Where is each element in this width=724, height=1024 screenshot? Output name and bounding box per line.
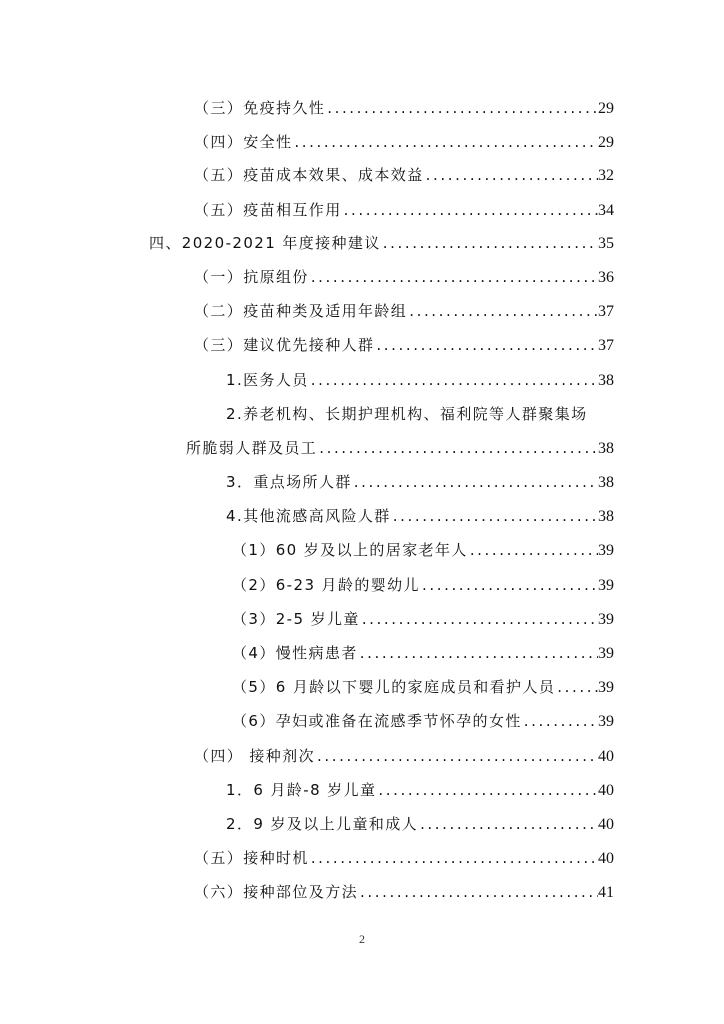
toc-entry-title: （6）孕妇或准备在流感季节怀孕的女性: [232, 712, 522, 730]
toc-leader-dots: [358, 642, 598, 664]
toc-entry[interactable]: [194, 334, 614, 356]
toc-entry-title: （5）6 月龄以下婴儿的家庭成员和看护人员: [232, 678, 556, 696]
toc-entry[interactable]: [226, 779, 614, 801]
toc-entry-page: 38: [598, 474, 614, 491]
toc-entry[interactable]: [226, 505, 614, 527]
toc-entry[interactable]: [226, 471, 614, 493]
toc-entry-page: 29: [598, 134, 614, 151]
toc-leader-dots: [315, 745, 598, 767]
toc-entry-title: （2）6-23 月龄的婴幼儿: [232, 576, 420, 594]
toc-entry-title: （4）慢性病患者: [232, 644, 358, 662]
toc-leader-dots: [391, 505, 598, 527]
toc-leader-dots: [522, 710, 598, 732]
toc-entry[interactable]: [194, 745, 614, 767]
toc-entry[interactable]: [232, 676, 614, 698]
toc-entry-title: （三）建议优先接种人群: [194, 336, 375, 354]
toc-entry-page: 40: [598, 816, 614, 833]
toc-leader-dots: [420, 574, 598, 596]
toc-entry[interactable]: [232, 642, 614, 664]
toc-entry[interactable]: [194, 164, 614, 186]
toc-entry-page: 36: [598, 269, 614, 286]
toc-leader-dots: [358, 881, 598, 903]
toc-entry-title: 3．重点场所人群: [226, 473, 352, 491]
toc-entry-title: （一）抗原组份: [194, 268, 309, 286]
toc-entry[interactable]: [194, 847, 614, 869]
toc-entry-page: 40: [598, 850, 614, 867]
toc-entry[interactable]: [232, 539, 614, 561]
toc-entry-title: （五）接种时机: [194, 849, 309, 867]
toc-leader-dots: [360, 608, 598, 630]
toc-entry-title: 2．9 岁及以上儿童和成人: [226, 815, 419, 833]
toc-entry-title: 1.医务人员: [226, 371, 309, 389]
toc-entry[interactable]: [232, 710, 614, 732]
toc-entry[interactable]: [149, 232, 614, 254]
toc-leader-dots: [309, 847, 598, 869]
toc-leader-dots: [407, 300, 598, 322]
toc-entry-title: （五）疫苗相互作用: [194, 201, 342, 219]
toc-leader-dots: [418, 813, 598, 835]
toc-entry-title: （二）疫苗种类及适用年龄组: [194, 302, 408, 320]
toc-leader-dots: [381, 232, 598, 254]
toc-entry-title: （四）安全性: [194, 133, 293, 151]
toc-entry[interactable]: [232, 574, 614, 596]
toc-leader-dots: [468, 539, 598, 561]
toc-leader-dots: [292, 131, 598, 153]
toc-entry[interactable]: [226, 369, 614, 391]
toc-entry[interactable]: [194, 131, 614, 153]
toc-entry-page: 35: [598, 235, 614, 252]
toc-entry[interactable]: [232, 608, 614, 630]
toc-entry-title: 1．6 月龄-8 岁儿童: [226, 781, 377, 799]
toc-entry-title: 四、2020-2021 年度接种建议: [149, 234, 381, 252]
toc-entry-title: （1）60 岁及以上的居家老年人: [232, 541, 468, 559]
toc-entry-page: 39: [598, 577, 614, 594]
toc-entry-page: 39: [598, 542, 614, 559]
toc-leader-dots: [342, 199, 598, 221]
toc-entry[interactable]: [194, 881, 614, 903]
toc-entry-page: 38: [598, 440, 614, 457]
toc-entry-page: 38: [598, 508, 614, 525]
toc-leader-dots: [376, 779, 598, 801]
toc-entry-title: （六）接种部位及方法: [194, 883, 359, 901]
toc-entry-page: 41: [598, 884, 614, 901]
page-number: 2: [359, 932, 365, 946]
toc-leader-dots: [317, 437, 598, 459]
toc-entry-title: （三）免疫持久性: [194, 99, 326, 117]
toc-leader-dots: [309, 369, 598, 391]
toc-leader-dots: [555, 676, 598, 698]
toc-entry-title: 所脆弱人群及员工: [186, 439, 318, 457]
toc-entry[interactable]: [186, 437, 614, 459]
toc-entry-page: 39: [598, 679, 614, 696]
toc-entry-page: 34: [598, 202, 614, 219]
toc-leader-dots: [325, 97, 598, 119]
toc-entry[interactable]: [226, 813, 614, 835]
toc-entry-page: 37: [598, 303, 614, 320]
toc-entry-title: （五）疫苗成本效果、成本效益: [194, 166, 424, 184]
toc-leader-dots: [352, 471, 598, 493]
toc-leader-dots: [374, 334, 598, 356]
toc-entry-page: 32: [598, 167, 614, 184]
toc-entry[interactable]: [194, 97, 614, 119]
toc-entry-page: 37: [598, 337, 614, 354]
toc-leader-dots: [309, 266, 598, 288]
toc-entry-title-wrapped[interactable]: 2.养老机构、长期护理机构、福利院等人群聚集场: [226, 405, 588, 423]
toc-leader-dots: [424, 164, 598, 186]
toc-entry-title: 4.其他流感高风险人群: [226, 507, 391, 525]
toc-entry-page: 38: [598, 372, 614, 389]
toc-entry-page: 40: [598, 748, 614, 765]
toc-entry-title: （四） 接种剂次: [194, 747, 315, 765]
toc-entry-page: 39: [598, 611, 614, 628]
toc-entry-title: （3）2-5 岁儿童: [232, 610, 360, 628]
toc-entry[interactable]: [194, 300, 614, 322]
toc-entry-page: 39: [598, 713, 614, 730]
toc-entry-page: 39: [598, 645, 614, 662]
toc-entry[interactable]: [194, 266, 614, 288]
toc-entry-page: 40: [598, 782, 614, 799]
toc-entry[interactable]: [194, 199, 614, 221]
toc-entry-page: 29: [598, 100, 614, 117]
